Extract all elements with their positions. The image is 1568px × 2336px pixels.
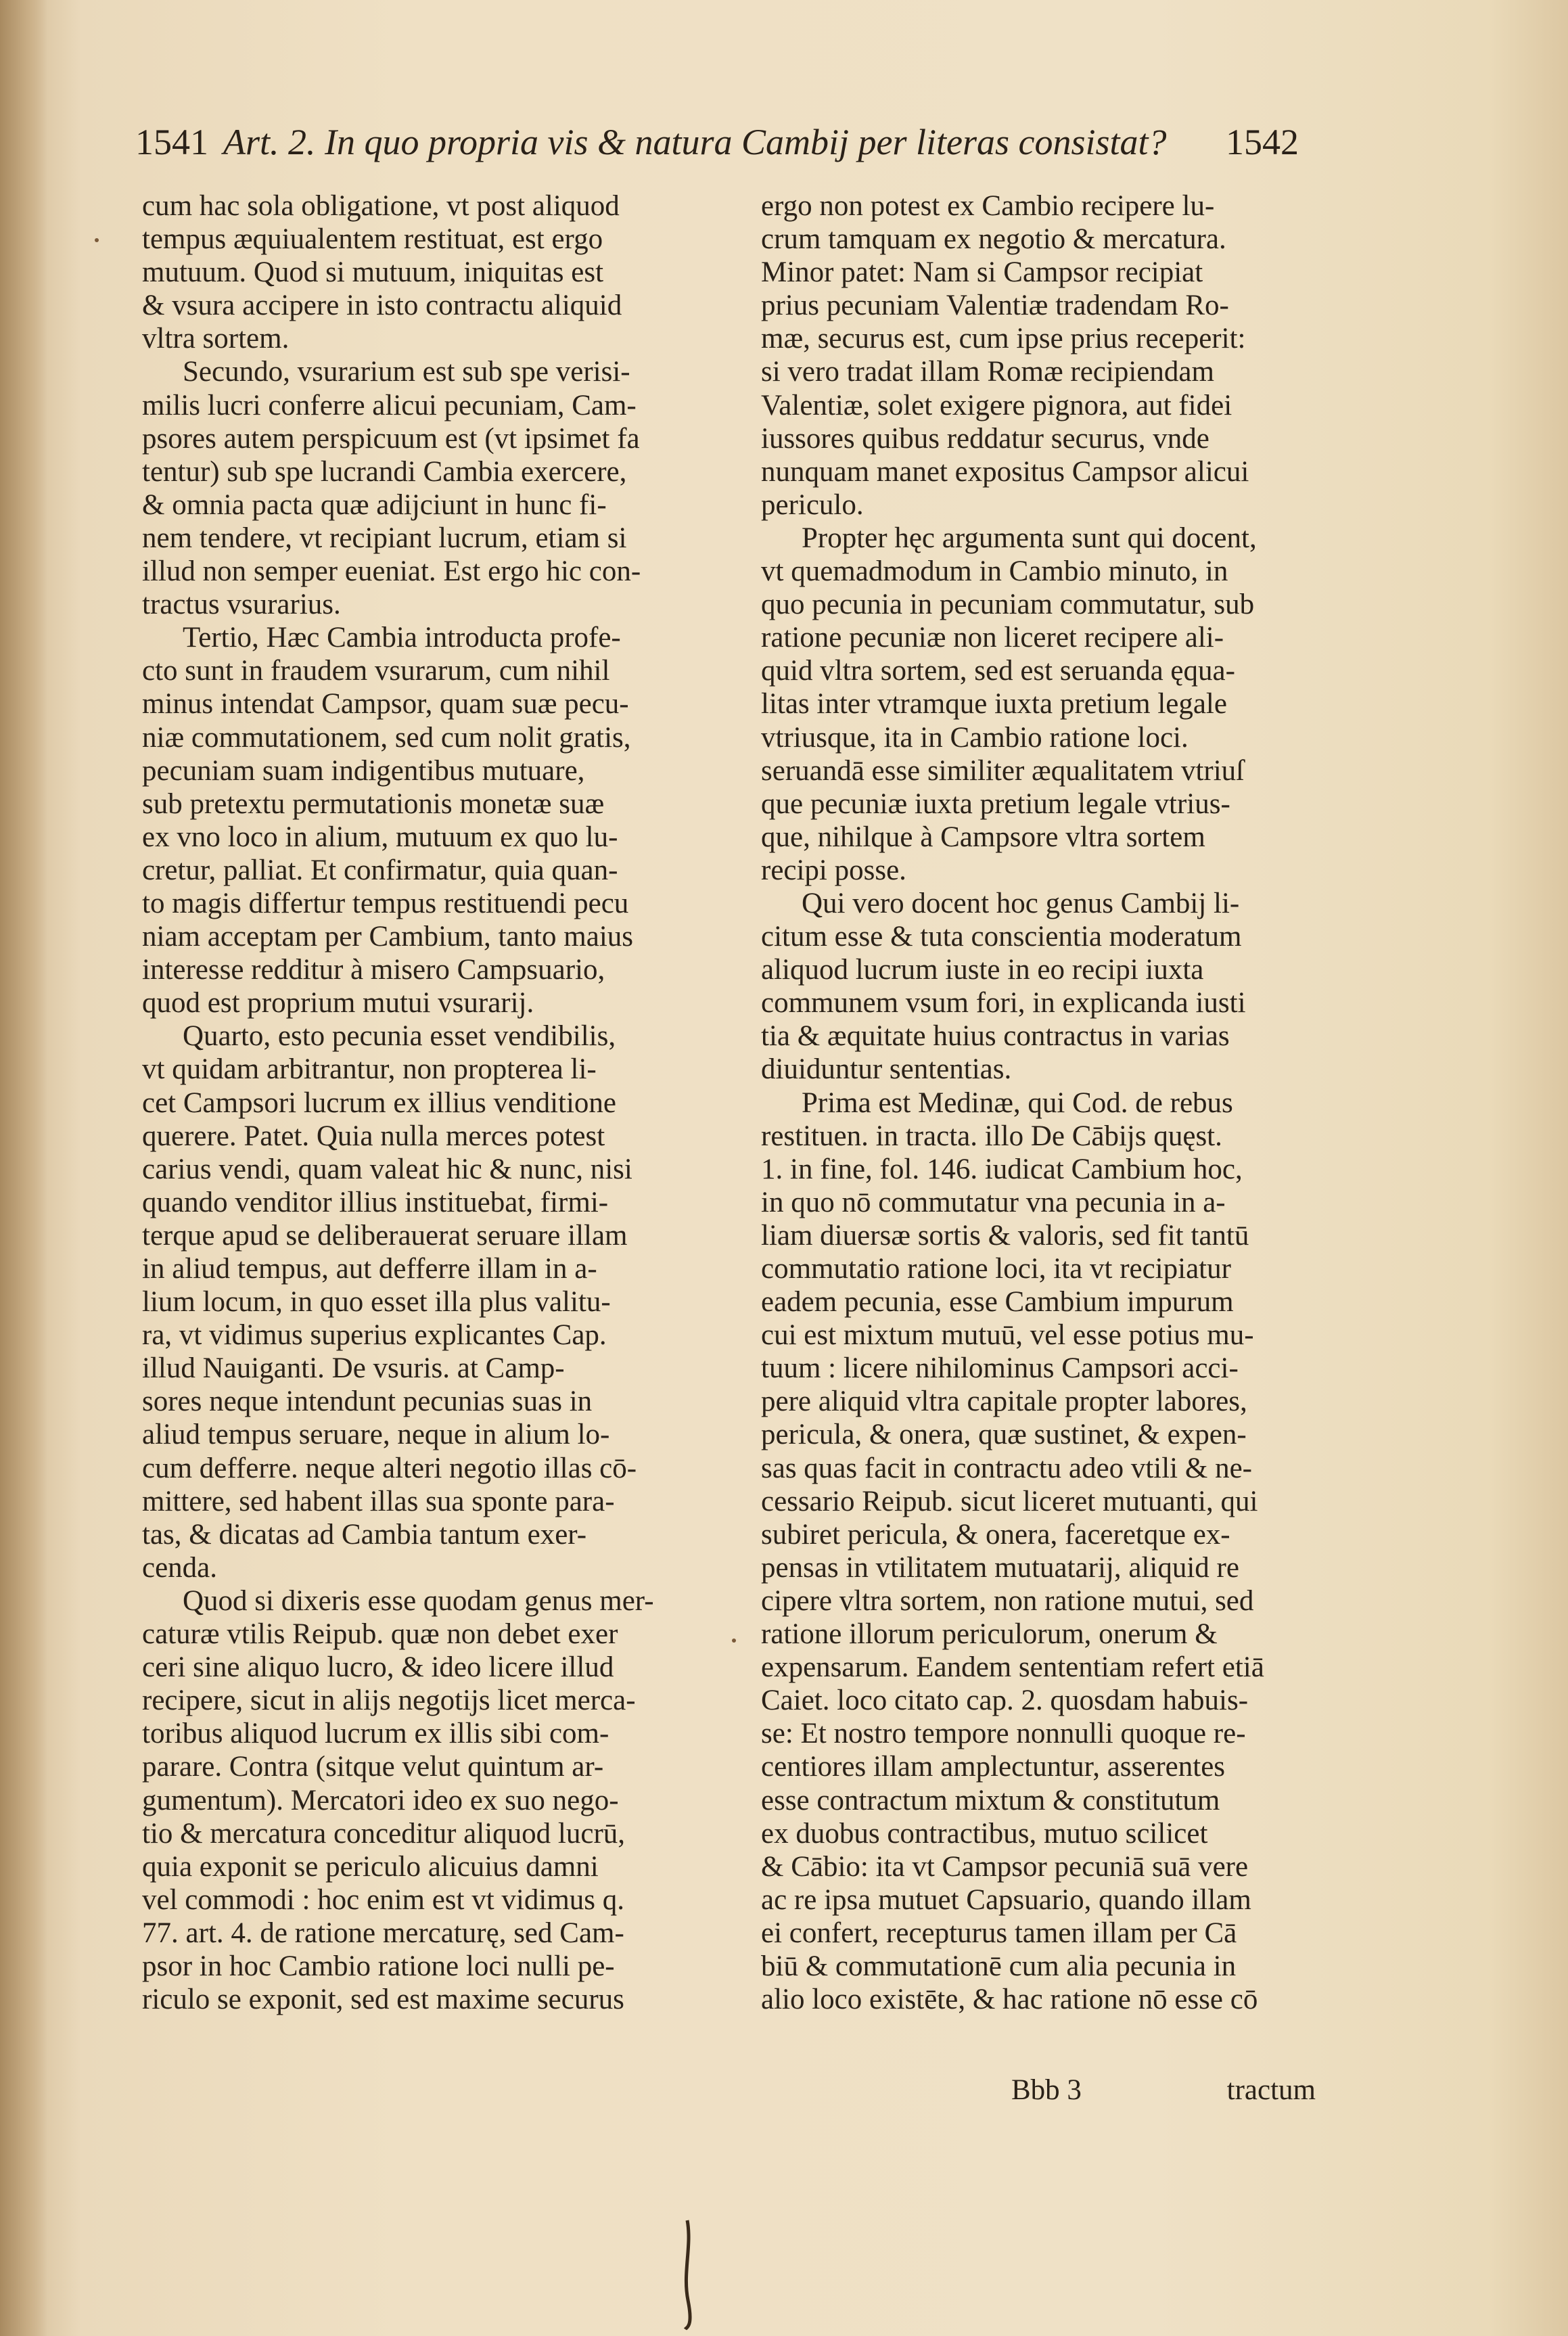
text-line: vt quidam arbitrantur, non propterea li- [142,1053,597,1086]
text-line: Quarto, esto pecunia esset vendibilis, [183,1020,616,1053]
text-line: vltra sortem. [142,323,290,355]
text-line: recipere, sicut in alijs negotijs licet merca- [142,1685,636,1717]
text-line: minus intendat Campsor, quam suæ pecu- [142,688,629,720]
text-line: litas inter vtramque iuxta pretium legale [761,688,1227,720]
text-line: sores neque intendunt pecunias suas in [142,1385,593,1418]
text-line: 77. art. 4. de ratione mercaturę, sed Cam- [142,1917,624,1949]
text-line: nunquam manet expositus Campsor alicui [761,455,1249,488]
text-line: aliud tempus seruare, neque in alium lo- [142,1419,610,1451]
text-line: se: Et nostro tempore nonnulli quoque re- [761,1718,1246,1750]
running-title: Art. 2. In quo propria vis & natura Cambij per literas consistat? [223,122,1167,162]
text-line: ergo non potest ex Cambio recipere lu- [761,190,1215,222]
text-line: cipere vltra sortem, non ratione mutui, sed [761,1584,1254,1617]
text-line: ratione illorum periculorum, onerum & [761,1618,1218,1651]
text-line: Valentiæ, solet exigere pignora, aut fidei [761,389,1232,421]
text-line: cessario Reipub. sicut liceret mutuanti, qui [761,1485,1258,1517]
margin-mark [95,238,99,242]
text-line: ex duobus contractibus, mutuo scilicet [761,1817,1208,1850]
right-text-column [761,189,1316,2016]
text-line: vtriusque, ita in Cambio ratione loci. [761,721,1189,754]
text-line: cum defferre. neque alteri negotio illas cō- [142,1452,637,1484]
text-line: tia & æquitate huius contractus in varias [761,1020,1230,1053]
binding-gutter [0,0,47,2336]
text-line: in aliud tempus, aut defferre illam in a- [142,1253,597,1285]
text-line: vt quemadmodum in Cambio minuto, in [761,555,1228,588]
text-line: milis lucri conferre alicui pecuniam, Cam- [142,389,637,421]
text-line: illud non semper eueniat. Est ergo hic con- [142,555,641,588]
text-line: quo pecunia in pecuniam commutatur, sub [761,589,1255,621]
text-line: Secundo, vsurarium est sub spe verisi- [183,356,630,388]
text-line: prius pecuniam Valentiæ tradendam Ro- [761,290,1229,322]
text-line: cenda. [142,1551,218,1584]
text-line: eadem pecunia, esse Cambium impurum [761,1286,1234,1319]
text-line: gumentum). Mercatori ideo ex suo nego- [142,1784,619,1816]
text-line: to magis differtur tempus restituendi pecu [142,887,629,919]
text-line: Qui vero docent hoc genus Cambij li- [802,887,1240,919]
text-line: biū & commutationē cum alia pecunia in [761,1950,1237,1982]
page-footer [761,2070,1316,2111]
text-line: subiret pericula, & onera, faceretque ex- [761,1518,1230,1551]
text-line: mæ, securus est, cum ipse prius receperit: [761,323,1246,355]
text-line: centiores illam amplectuntur, asserentes [761,1751,1226,1783]
text-line: nem tendere, vt recipiant lucrum, etiam si [142,522,627,554]
text-line: querere. Patet. Quia nulla merces potest [142,1120,605,1152]
text-line: illud Nauiganti. De vsuris. at Camp- [142,1352,565,1385]
left-text-column [142,189,697,2016]
text-line: Tertio, Hæc Cambia introducta profe- [183,622,621,654]
text-line: quando venditor illius instituebat, firmi- [142,1186,609,1218]
text-line: Quod si dixeris esse quodam genus mer- [183,1584,654,1617]
text-line: interesse redditur à misero Campsuario, [142,954,605,986]
text-line: commutatio ratione loci, ita vt recipiatur [761,1253,1231,1285]
text-line: cto sunt in fraudem vsurarum, cum nihil [142,655,610,687]
binding-thread-icon [680,2219,695,2331]
text-line: psor in hoc Cambio ratione loci nulli pe- [142,1950,615,1982]
text-line: quod est proprium mutui vsurarij. [142,987,534,1020]
text-line: periculo. [761,488,864,521]
text-line: psores autem perspicuum est (vt ipsimet fa [142,422,640,455]
text-line: pericula, & onera, quæ sustinet, & expen- [761,1419,1247,1451]
running-header [135,115,1299,169]
text-line: riculo se exponit, sed est maxime securus [142,1984,624,2016]
text-line: & vsura accipere in isto contractu aliquid [142,290,622,322]
text-line: seruandā esse similiter æqualitatem vtriuſ [761,754,1245,787]
text-line: pere aliquid vltra capitale propter labores, [761,1385,1247,1418]
text-line: communem vsum fori, in explicanda iusti [761,987,1246,1020]
text-line: ra, vt vidimus superius explicantes Cap. [142,1319,607,1352]
text-line: ratione pecuniæ non liceret recipere ali- [761,622,1224,654]
text-line: mittere, sed habent illas sua sponte para- [142,1485,615,1517]
text-line: cui est mixtum mutuū, vel esse potius mu- [761,1319,1254,1352]
page-number-left: 1541 [135,122,208,162]
text-line: tas, & dicatas ad Cambia tantum exer- [142,1518,587,1551]
signature-mark: Bbb 3 [1011,2074,1082,2106]
text-line: terque apud se deliberauerat seruare illam [142,1219,628,1252]
text-line: niam acceptam per Cambium, tanto maius [142,921,634,953]
text-line: pecuniam suam indigentibus mutuare, [142,754,585,787]
text-line: toribus aliquod lucrum ex illis sibi com- [142,1718,609,1750]
text-line: que pecuniæ iuxta pretium legale vtrius- [761,787,1230,820]
text-line: restituen. in tracta. illo De Cābijs quęst. [761,1120,1222,1152]
text-line: Caiet. loco citato cap. 2. quosdam habuis- [761,1685,1249,1717]
text-line: ac re ipsa mutuet Capsuario, quando illam [761,1883,1251,1916]
text-line: iussores quibus reddatur securus, vnde [761,422,1209,455]
text-line: Minor patet: Nam si Campsor recipiat [761,256,1203,289]
text-line: carius vendi, quam valeat hic & nunc, nisi [142,1153,632,1185]
text-line: tentur) sub spe lucrandi Cambia exercere, [142,455,627,488]
text-line: sub pretextu permutationis monetæ suæ [142,787,605,820]
text-line: mutuum. Quod si mutuum, iniquitas est [142,256,604,289]
text-line: pensas in vtilitatem mutuatarij, aliquid re [761,1551,1239,1584]
page-number-right: 1542 [1226,122,1299,162]
text-line: quia exponit se periculo alicuius damni [142,1850,599,1883]
text-line: lium locum, in quo esset illa plus valitu- [142,1286,611,1319]
text-line: crum tamquam ex negotio & mercatura. [761,223,1226,256]
text-line: esse contractum mixtum & constitutum [761,1784,1220,1816]
text-line: niæ commutationem, sed cum nolit gratis, [142,721,631,754]
text-line: in quo nō commutatur vna pecunia in a- [761,1186,1226,1218]
text-line: que, nihilque à Campsore vltra sortem [761,821,1205,853]
text-line: ceri sine aliquo lucro, & ideo licere illud [142,1651,614,1684]
text-line: vel commodi : hoc enim est vt vidimus q. [142,1883,625,1916]
text-line: tuum : licere nihilominus Campsori acci- [761,1352,1239,1385]
text-line: sas quas facit in contractu adeo vtili & ne- [761,1452,1252,1484]
text-line: & Cābio: ita vt Campsor pecuniā suā vere [761,1850,1249,1883]
binding-thread [680,2219,695,2331]
text-line: tempus æquiualentem restituat, est ergo [142,223,603,256]
text-line: parare. Contra (sitque velut quintum ar- [142,1751,604,1783]
text-line: diuiduntur sententias. [761,1053,1012,1086]
text-line: aliquod lucrum iuste in eo recipi iuxta [761,954,1204,986]
text-line: ex vno loco in alium, mutuum ex quo lu- [142,821,618,853]
text-line: Propter hęc argumenta sunt qui docent, [802,522,1257,554]
text-line: Prima est Medinæ, qui Cod. de rebus [802,1086,1233,1119]
text-line: & omnia pacta quæ adijciunt in hunc fi- [142,488,607,521]
text-line: cretur, palliat. Et confirmatur, quia quan- [142,854,618,886]
text-line: tractus vsurarius. [142,589,341,621]
text-line: alio loco existēte, & hac ratione nō esse cō [761,1984,1258,2016]
text-line: citum esse & tuta conscientia moderatum [761,921,1242,953]
margin-mark [732,1639,736,1643]
text-line: tio & mercatura conceditur aliquod lucrū, [142,1817,626,1850]
text-line: cet Campsori lucrum ex illius venditione [142,1086,616,1119]
text-line: 1. in fine, fol. 146. iudicat Cambium hoc, [761,1153,1243,1185]
text-line: ei confert, recepturus tamen illam per Cā [761,1917,1237,1949]
text-line: expensarum. Eandem sententiam refert etiā [761,1651,1264,1684]
text-line: liam diuersæ sortis & valoris, sed fit tantū [761,1219,1249,1252]
text-line: recipi posse. [761,854,906,886]
catchword: tractum [1226,2074,1316,2106]
text-line: quid vltra sortem, sed est seruanda ęqua- [761,655,1235,687]
text-line: caturæ vtilis Reipub. quæ non debet exer [142,1618,618,1651]
text-line: cum hac sola obligatione, vt post aliquod [142,190,620,222]
text-line: si vero tradat illam Romæ recipiendam [761,356,1214,388]
